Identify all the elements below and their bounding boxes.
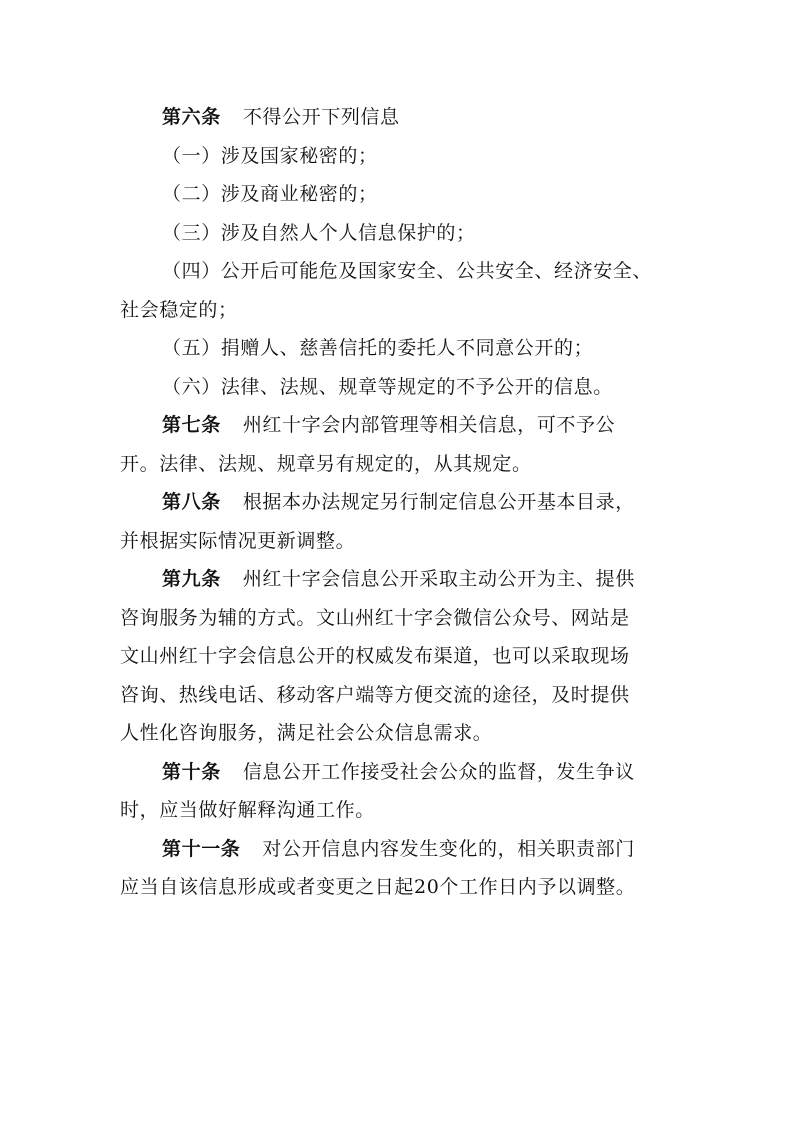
article-8-line [120, 483, 680, 522]
article-6-title-line [120, 98, 680, 137]
article-9-line-3: 文山州红十字会信息公开的权威发布渠道，也可以采取现场 [120, 645, 630, 667]
article-11-text: 对公开信息内容发生变化的，相关职责部门 [262, 837, 635, 860]
article-9-line-5: 人性化咨询服务，满足社会公众信息需求。 [120, 722, 493, 744]
article-10-text: 信息公开工作接受社会公众的监督，发生争议 [242, 760, 635, 783]
article-8-text: 根据本办法规定另行制定信息公开基本目录， [242, 491, 635, 513]
article-11-line [120, 830, 680, 869]
article-9-text: 州红十字会信息公开采取主动公开为主、提供 [242, 568, 635, 590]
article-11-heading: 第十一条 [162, 837, 241, 860]
article-6-heading: 第六条 [162, 106, 221, 128]
article-6-item: （五）捐赠人、慈善信托的委托人不同意公开的； [162, 337, 594, 359]
article-6-item: （二）涉及商业秘密的； [162, 183, 378, 205]
article-7-line [120, 406, 680, 445]
article-10-line-2: 时，应当做好解释沟通工作。 [120, 799, 375, 821]
article-8-line-2: 并根据实际情况更新调整。 [120, 529, 356, 552]
article-6-item: （六）法律、法规、规章等规定的不予公开的信息。 [162, 375, 613, 398]
article-7-heading: 第七条 [162, 414, 221, 436]
article-9-heading: 第九条 [162, 568, 221, 590]
article-6-title: 不得公开下列信息 [242, 106, 400, 128]
article-11-line-2: 应当自该信息形成或者变更之日起20个工作日内予以调整。 [120, 876, 636, 898]
article-7-text: 州红十字会内部管理等相关信息，可不予公 [242, 414, 616, 436]
article-9-line-4: 咨询、热线电话、移动客户端等方便交流的途径，及时提供 [120, 683, 630, 706]
article-8-heading: 第八条 [162, 491, 221, 513]
article-7-line-2: 开。法律、法规、规章另有规定的，从其规定。 [120, 452, 532, 475]
document-body [120, 98, 680, 907]
article-6-item: （三）涉及自然人个人信息保护的； [162, 221, 476, 244]
article-10-line [120, 753, 680, 792]
article-6-item-continuation: 社会稳定的； [120, 298, 238, 321]
article-6-item: （四）公开后可能危及国家安全、公共安全、经济安全、 [162, 260, 653, 282]
article-9-line-2: 咨询服务为辅的方式。文山州红十字会微信公众号、网站是 [120, 606, 630, 629]
article-10-heading: 第十条 [162, 760, 221, 783]
article-9-line [120, 560, 680, 599]
article-6-item: （一）涉及国家秘密的； [162, 144, 378, 167]
